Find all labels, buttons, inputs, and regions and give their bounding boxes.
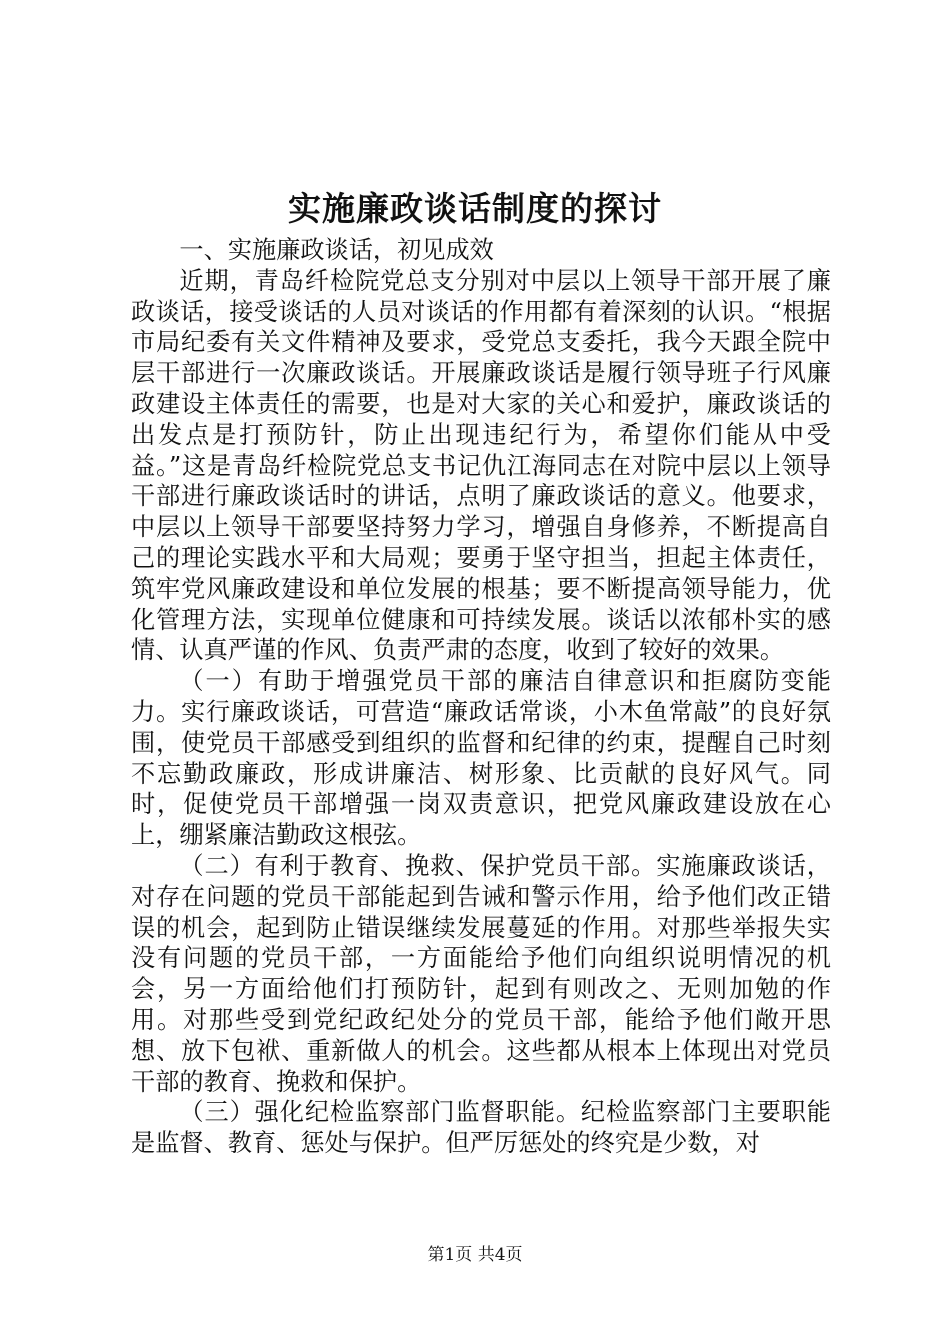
document-title: 实施廉政谈话制度的探讨 <box>288 189 662 228</box>
section-heading: 一、实施廉政谈话，初见成效 <box>179 236 494 264</box>
page-footer: 第1页 共4页 <box>427 1245 523 1265</box>
paragraph: （二）有利于教育、挽救、保护党员干部。实施廉政谈话，对存在问题的党员干部能起到告诫和警示作用，给予他们改正错误的机会，起到防止错误继续发展蔓延的作用。对那些举报失实没有问题的党员干部，一方面能给予他们向组织说明情况的机会，另一方面给他们打预防针，起到有则改之、无则加勉的作用。对那些受到党纪政纪处分的党员干部，能给予他们敞开思想、放下包袱、重新做人的机会。这些都从根本上体现出对党员干部的教育、挽救和保护。 <box>131 851 831 1096</box>
paragraph: 近期，青岛纤检院党总支分别对中层以上领导干部开展了廉政谈话，接受谈话的人员对谈话的作用都有着深刻的认识。“根据市局纪委有关文件精神及要求，受党总支委托，我今天跟全院中层干部进行一次廉政谈话。开展廉政谈话是履行领导班子行风廉政建设主体责任的需要，也是对大家的关心和爱护，廉政谈话的出发点是打预防针，防止出现违纪行为，希望你们能从中受益。”这是青岛纤检院党总支书记仇江海同志在对院中层以上领导干部进行廉政谈话时的讲话，点明了廉政谈话的意义。他要求，中层以上领导干部要坚持努力学习，增强自身修养，不断提高自己的理论实践水平和大局观；要勇于坚守担当，担起主体责任，筑牢党风廉政建设和单位发展的根基；要不断提高领导能力，优化管理方法，实现单位健康和可持续发展。谈话以浓郁朴实的感情、认真严谨的作风、负责严肃的态度，收到了较好的效果。 <box>131 266 831 665</box>
paragraph: （三）强化纪检监察部门监督职能。纪检监察部门主要职能是监督、教育、惩处与保护。但严厉惩处的终究是少数，对 <box>131 1098 831 1158</box>
paragraph: （一）有助于增强党员干部的廉洁自律意识和拒腐防变能力。实行廉政谈话，可营造“廉政话常谈，小木鱼常敲”的良好氛围，使党员干部感受到组织的监督和纪律的约束，提醒自己时刻不忘勤政廉政，形成讲廉洁、树形象、比贡献的良好风气。同时，促使党员干部增强一岗双责意识，把党风廉政建设放在心上，绷紧廉洁勤政这根弦。 <box>131 667 831 850</box>
document-body <box>131 235 831 1159</box>
